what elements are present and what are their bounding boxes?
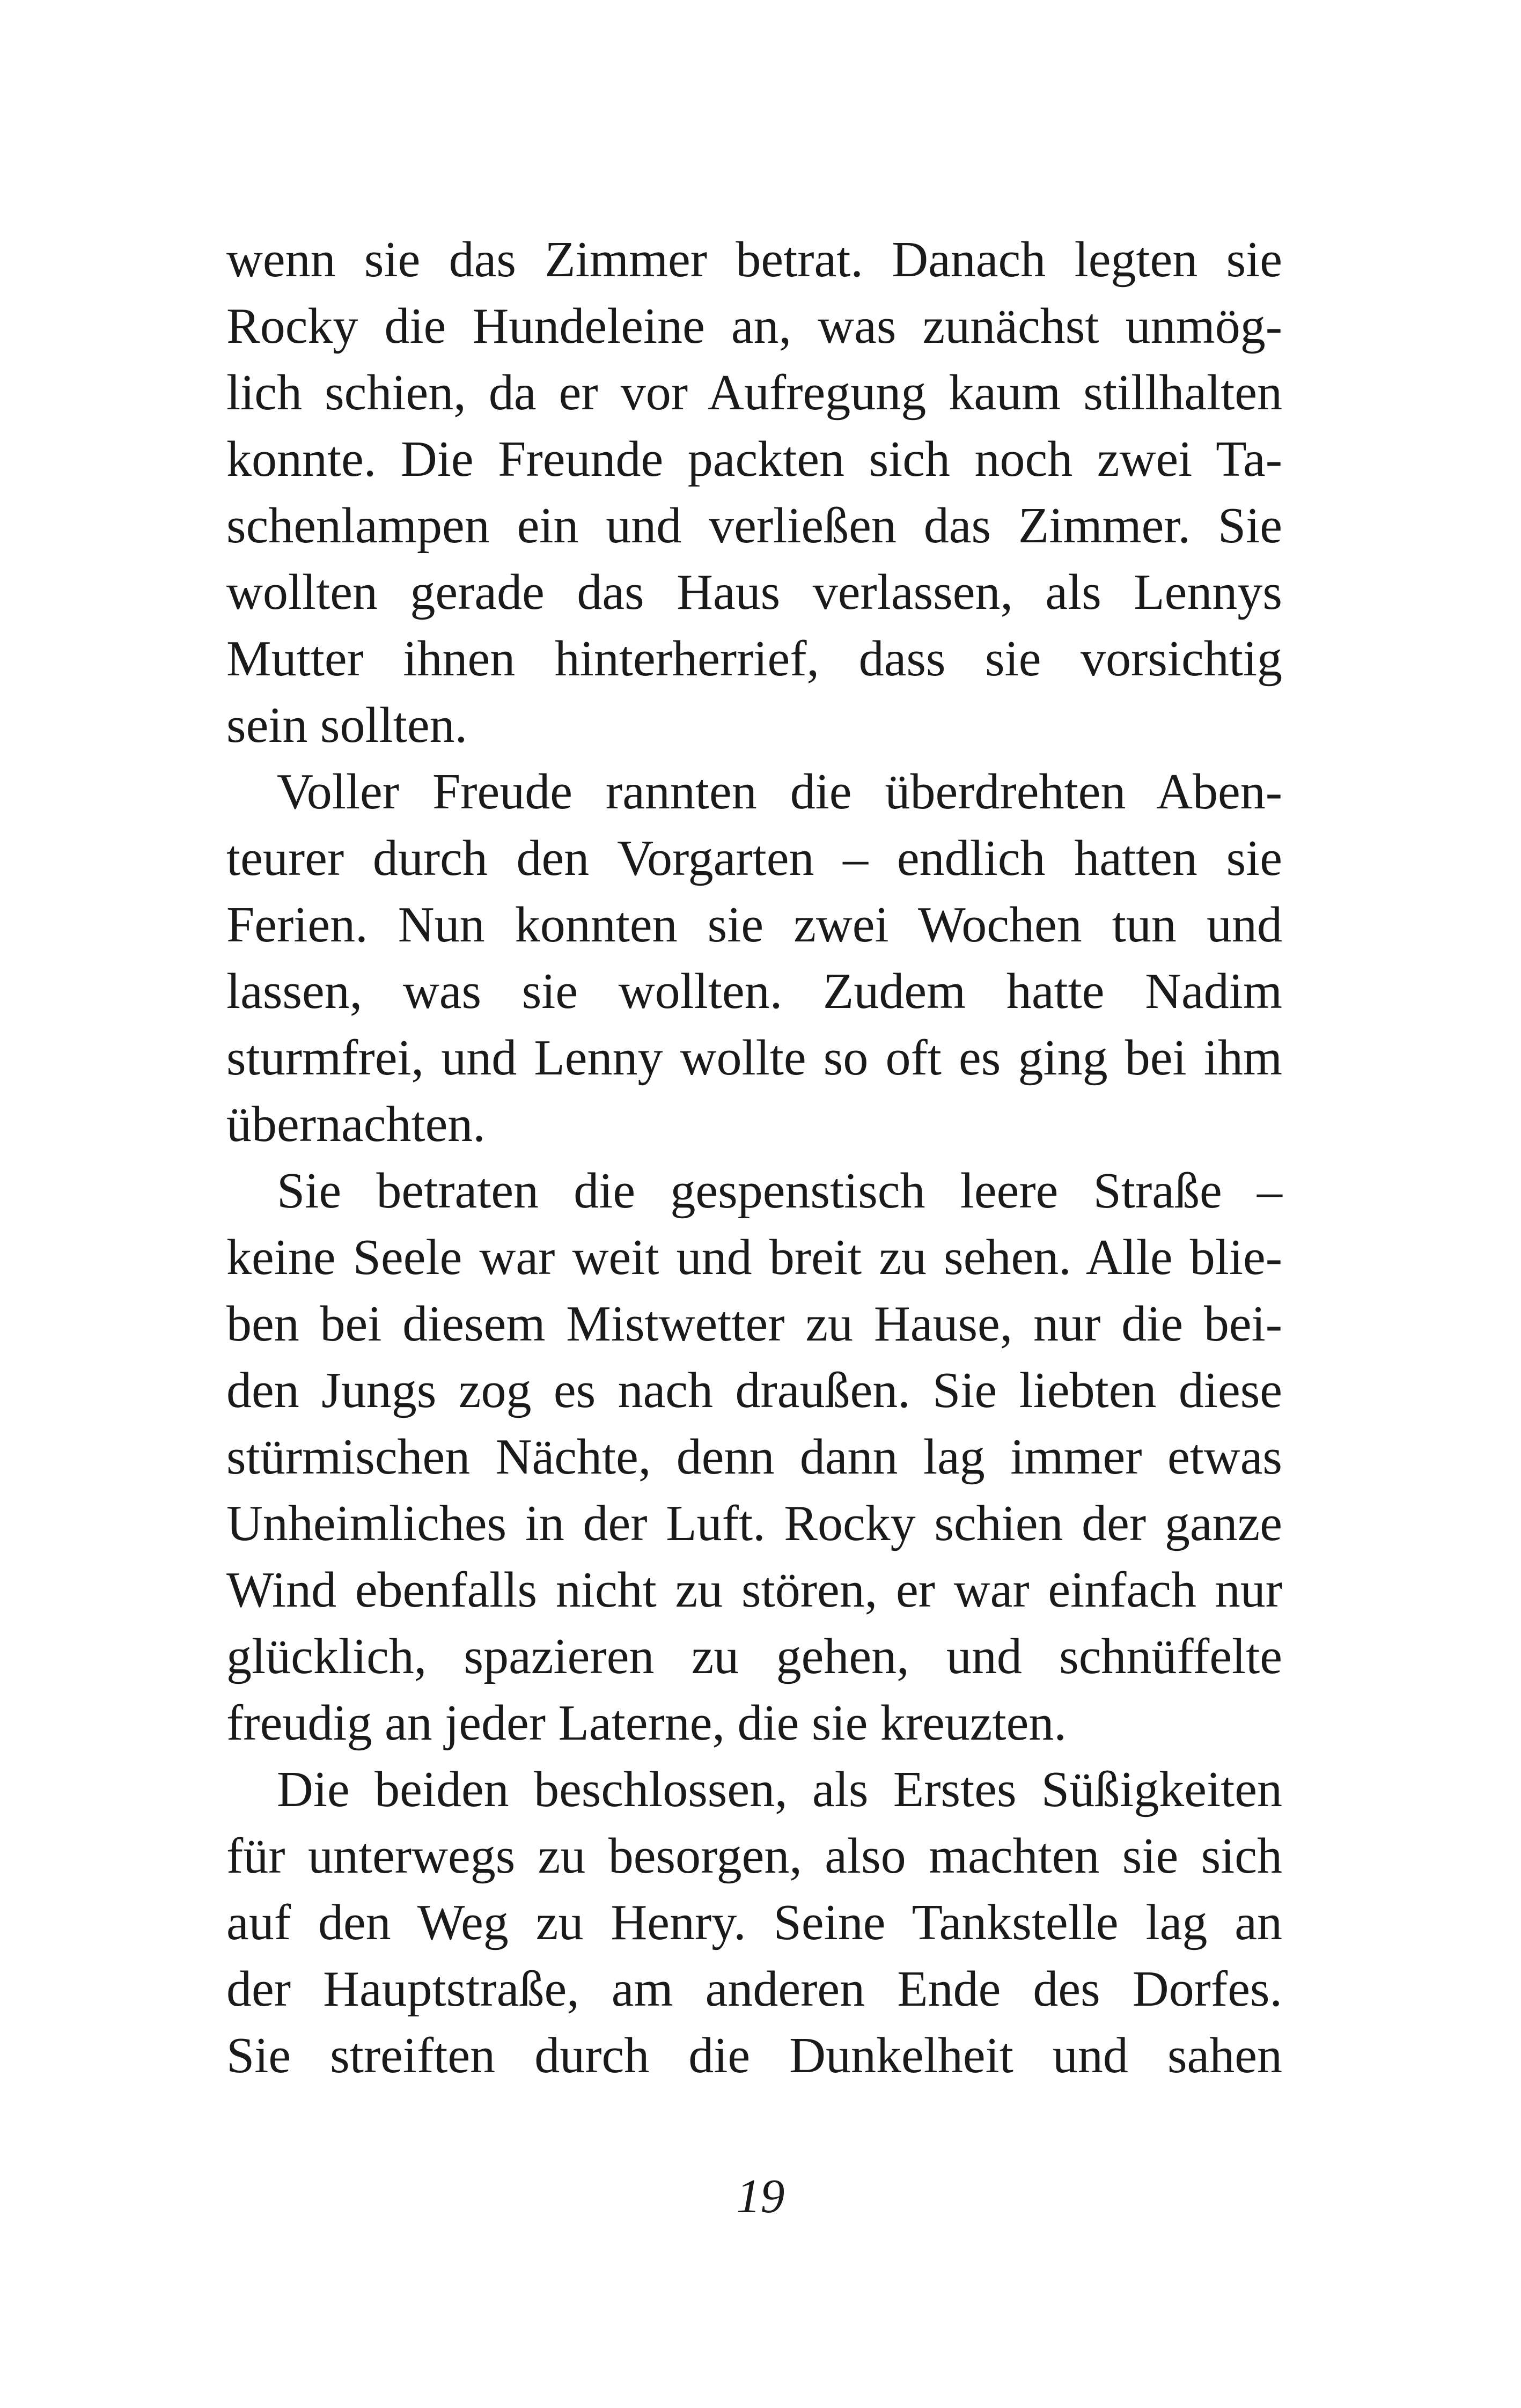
text-line: lassen, was sie wollten. Zudem hatte Nadim <box>226 963 1282 1019</box>
text-line: konnte. Die Freunde packten sich noch zwei Ta- <box>226 431 1282 487</box>
text-line: für unterwegs zu besorgen, also machten sie sich <box>226 1828 1282 1884</box>
text-line: sturmfrei, und Lenny wollte so oft es ging bei ihm <box>226 1030 1282 1086</box>
text-line: der Hauptstraße, am anderen Ende des Dorfes. <box>226 1961 1282 2017</box>
text-line: Unheimliches in der Luft. Rocky schien der ganze <box>226 1496 1282 1551</box>
text-line: übernachten. <box>226 1096 486 1152</box>
body-text <box>226 226 1282 2089</box>
text-line: den Jungs zog es nach draußen. Sie liebten diese <box>226 1363 1282 1418</box>
text-line: ben bei diesem Mistwetter zu Hause, nur die bei- <box>226 1296 1282 1352</box>
text-line: Rocky die Hundeleine an, was zunächst unmög- <box>226 298 1282 354</box>
paragraph-2 <box>226 759 1282 1158</box>
text-line: auf den Weg zu Henry. Seine Tankstelle lag an <box>226 1895 1282 1950</box>
text-line: Ferien. Nun konnten sie zwei Wochen tun und <box>226 897 1282 953</box>
text-line: Sie betraten die gespenstisch leere Straße – <box>277 1163 1282 1219</box>
paragraph-3 <box>226 1158 1282 1756</box>
text-line: keine Seele war weit und breit zu sehen. Alle blie- <box>226 1229 1282 1285</box>
paragraph-4 <box>226 1756 1282 2089</box>
text-line: stürmischen Nächte, denn dann lag immer etwas <box>226 1429 1282 1485</box>
page-number: 19 <box>736 2170 785 2223</box>
text-line: Wind ebenfalls nicht zu stören, er war einfach nur <box>226 1562 1282 1618</box>
text-line: freudig an jeder Laterne, die sie kreuzten. <box>226 1695 1067 1751</box>
paragraph-1 <box>226 226 1282 759</box>
text-line: wollten gerade das Haus verlassen, als Lennys <box>226 564 1282 620</box>
text-line: sein sollten. <box>226 697 468 753</box>
text-line: teurer durch den Vorgarten – endlich hatten sie <box>226 830 1282 886</box>
text-line: glücklich, spazieren zu gehen, und schnüffelte <box>226 1629 1282 1684</box>
text-line: Mutter ihnen hinterherrief, dass sie vorsichtig <box>226 631 1282 687</box>
text-line: Die beiden beschlossen, als Erstes Süßigkeiten <box>277 1762 1282 1817</box>
text-line: Sie streiften durch die Dunkelheit und sahen <box>226 2028 1282 2083</box>
text-line: lich schien, da er vor Aufregung kaum stillhalten <box>226 365 1282 421</box>
text-line: Voller Freude rannten die überdrehten Aben- <box>277 764 1282 820</box>
text-line: wenn sie das Zimmer betrat. Danach legten sie <box>226 232 1282 288</box>
text-line: schenlampen ein und verließen das Zimmer. Sie <box>226 498 1282 554</box>
